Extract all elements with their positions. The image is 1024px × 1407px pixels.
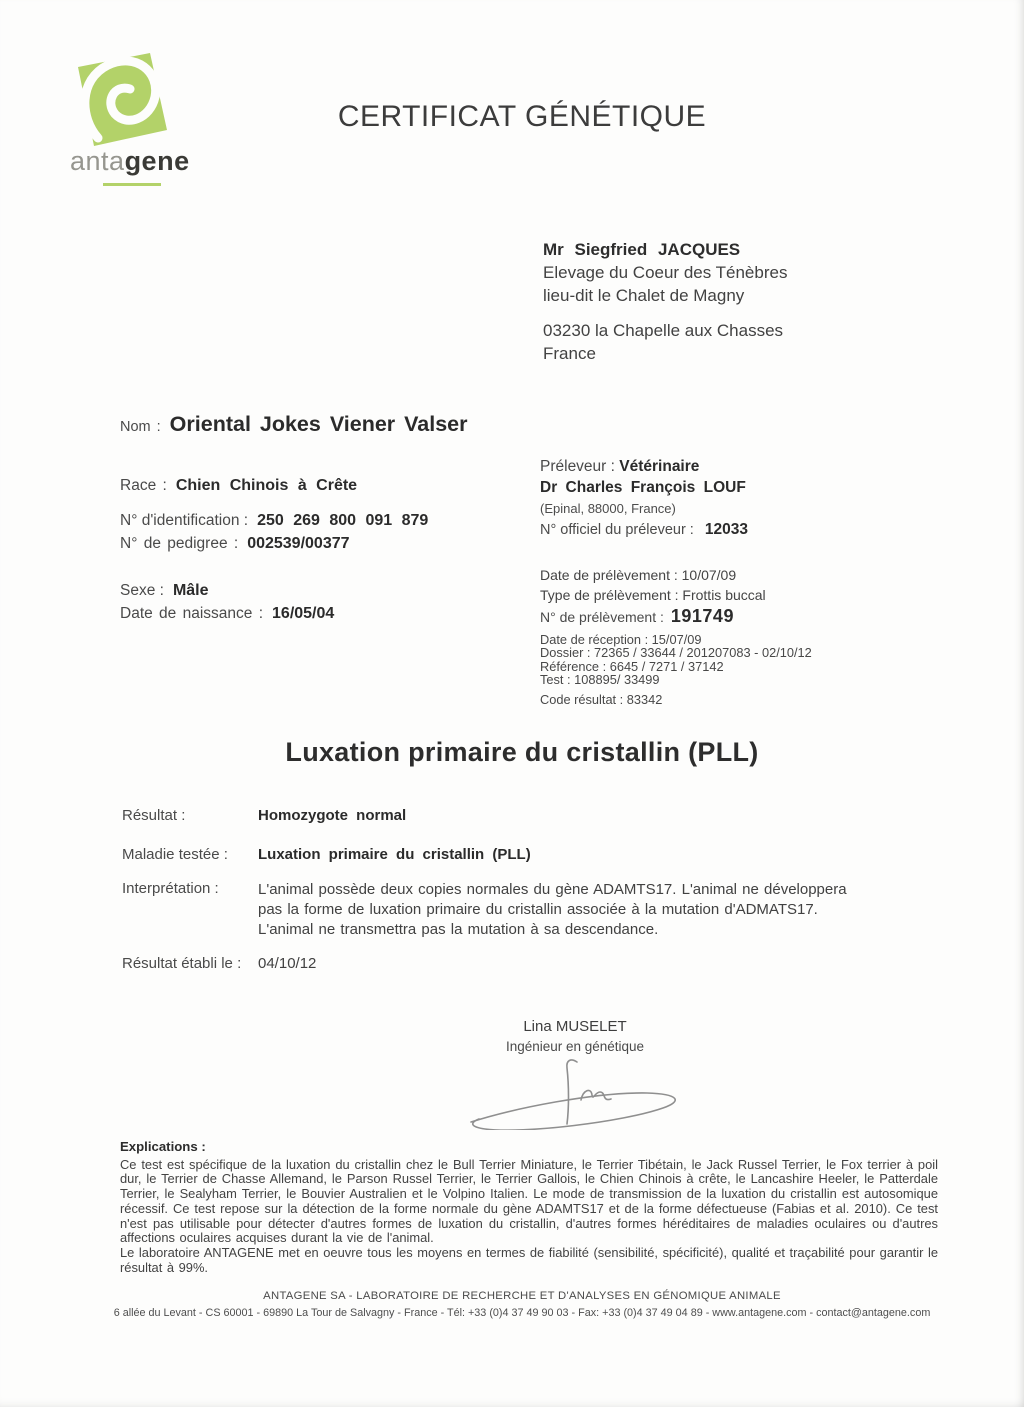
disease-label: Maladie testée : xyxy=(122,846,228,863)
handwritten-signature-icon xyxy=(465,1056,695,1130)
brand-gene: gene xyxy=(124,146,190,176)
sampler-location: (Epinal, 88000, France) xyxy=(540,501,676,516)
footer-address-line: 6 allée du Levant - CS 60001 - 69890 La Tour de Salvagny - France - Tél: +33 (0)4 37 49 90 03 - Fax: +33 (0)4 37 49 04 89 - www.antagene.com - contact@antagene.com xyxy=(113,1307,931,1319)
sampler-type: Vétérinaire xyxy=(619,458,700,475)
signer-name: Lina MUSELET xyxy=(523,1018,627,1035)
pedigree-value: 002539/00377 xyxy=(247,535,350,552)
sampling-date: Date de prélèvement : 10/07/09 xyxy=(540,567,737,583)
interpretation-text: L'animal possède deux copies normales du gène ADAMTS17. L'animal ne développera pas la forme de luxation primaire du cristallin associée à la mutation d'ADMATS17. L'animal ne transmettra pas la mutation à sa descendance. xyxy=(258,881,847,938)
identification-value: 250 269 800 091 879 xyxy=(257,512,429,529)
sampler-block xyxy=(540,456,748,541)
dog-name-row xyxy=(120,412,468,437)
pedigree-label: N° de pedigree : xyxy=(120,535,239,552)
result-value: Homozygote normal xyxy=(258,807,407,824)
sex-label: Sexe : xyxy=(120,582,164,599)
sampler-official-row xyxy=(540,519,748,541)
breed-row xyxy=(120,477,357,495)
dog-name-value: Oriental Jokes Viener Valser xyxy=(169,412,468,436)
result-date-label: Résultat établi le : xyxy=(122,955,242,972)
sampler-official-label: N° officiel du préleveur : xyxy=(540,522,694,538)
dossier-info xyxy=(540,633,812,687)
identification-label: N° d'identification : xyxy=(120,512,249,529)
breed-value: Chien Chinois à Crête xyxy=(175,477,358,494)
result-code: Code résultat : 83342 xyxy=(540,692,663,707)
reception-date: Date de réception : 15/07/09 xyxy=(540,632,702,647)
sampling-number-value: 191749 xyxy=(670,606,734,626)
brand-underline xyxy=(103,183,161,186)
sampler-label: Préleveur : xyxy=(540,458,615,475)
document-title: CERTIFICAT GÉNÉTIQUE xyxy=(337,100,707,133)
disease-row xyxy=(122,846,531,863)
birthdate-value: 16/05/04 xyxy=(272,605,335,622)
explanations-section xyxy=(120,1140,938,1246)
sex-value: Mâle xyxy=(172,582,209,599)
guarantee-text: Le laboratoire ANTAGENE met en oeuvre tous les moyens en termes de fiabilité (sensibilité, spécificité), qualité et traçabilité pour garantir le résultat à 99%. xyxy=(120,1245,938,1275)
sampler-name: Dr Charles François LOUF xyxy=(540,479,746,496)
sex-row xyxy=(120,582,209,600)
recipient-name: Mr Siegfried JACQUES xyxy=(543,240,741,259)
result-row xyxy=(122,807,406,824)
recipient-line4: France xyxy=(543,344,596,363)
identification-row xyxy=(120,512,428,530)
brand-wordmark xyxy=(70,146,190,177)
birthdate-label: Date de naissance : xyxy=(120,605,264,622)
sampler-official-number: 12033 xyxy=(704,521,748,538)
explanations-text: Ce test est spécifique de la luxation du cristallin chez le Bull Terrier Miniature, le Terrier Tibétain, le Jack Russel Terrier, le Fox terrier à poil dur, le Terrier de Chasse Allemand, le Parson Russel Terrier, le Terrier Gallois, le Chien Chinois à crête, le Lancashire Heeler, le Patterdale Terrier, le Sealyham Terrier, le Bouvier Australien et le Volpino Italien. Le mode de transmission de la luxation du cristallin est autosomique récessif. Ce test repose sur la détection de la forme normale du gène ADAMTS17 et de la forme défectueuse (Fabias et al. 2010). Ce test n'est pas utilisable pour détecter d'autres formes de luxation du cristallin, d'autres formes héréditaires de maladies oculaires ou d'autres affections oculaires acquises durant la vie de l'animal. xyxy=(120,1156,938,1246)
breed-label: Race : xyxy=(120,477,167,494)
test-number: Test : 108895/ 33499 xyxy=(540,672,660,688)
result-label: Résultat : xyxy=(122,807,186,824)
reference-number: Référence : 6645 / 7271 / 37142 xyxy=(540,658,724,674)
result-date-value: 04/10/12 xyxy=(258,955,317,972)
birthdate-row xyxy=(120,605,334,623)
interpretation-label: Interprétation : xyxy=(122,880,219,897)
sampling-number-row xyxy=(540,606,766,627)
explanations-label: Explications : xyxy=(120,1139,206,1154)
disease-value: Luxation primaire du cristallin (PLL) xyxy=(258,846,531,863)
sampler-type-row xyxy=(540,456,748,477)
pedigree-row xyxy=(120,535,350,553)
recipient-address xyxy=(543,238,787,365)
brand-anta: anta xyxy=(70,146,125,176)
signature-block xyxy=(440,1018,710,1135)
interpretation-row xyxy=(122,880,862,940)
recipient-line1: Elevage du Coeur des Ténèbres xyxy=(543,263,788,282)
result-date-row xyxy=(122,955,316,972)
sampling-type: Type de prélèvement : Frottis buccal xyxy=(540,587,766,603)
sampling-info xyxy=(540,565,766,627)
sampling-number-label: N° de prélèvement : xyxy=(540,609,664,625)
footer-company-line: ANTAGENE SA - LABORATOIRE DE RECHERCHE ET D'ANALYSES EN GÉNOMIQUE ANIMALE xyxy=(263,1290,781,1302)
recipient-line2: lieu-dit le Chalet de Magny xyxy=(543,286,745,305)
dossier-number: Dossier : 72365 / 33644 / 201207083 - 02/10/12 xyxy=(540,645,812,661)
test-heading: Luxation primaire du cristallin (PLL) xyxy=(285,737,759,767)
recipient-line3: 03230 la Chapelle aux Chasses xyxy=(543,321,784,340)
dog-name-label: Nom : xyxy=(120,419,161,435)
signer-role: Ingénieur en génétique xyxy=(505,1039,645,1054)
